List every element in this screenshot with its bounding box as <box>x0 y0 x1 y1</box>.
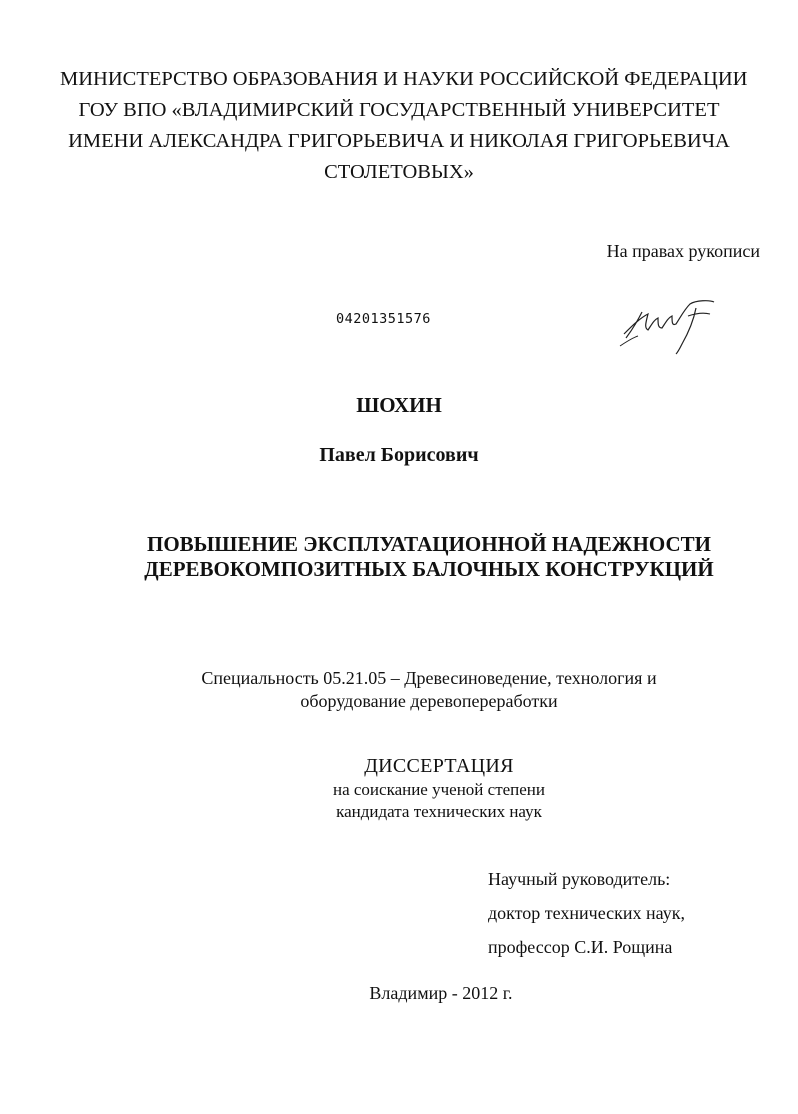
degree-line: на соискание ученой степени <box>332 780 546 799</box>
institution-header <box>60 64 748 188</box>
author-first-name: Павел Борисович <box>319 444 479 466</box>
scientific-advisor <box>488 862 685 964</box>
advisor-line: Научный руководитель: <box>488 869 671 889</box>
header-line: МИНИСТЕРСТВО ОБРАЗОВАНИЯ И НАУКИ РОССИЙСКОЙ ФЕДЕРАЦИИ <box>60 68 748 90</box>
document-code: 04201351576 <box>336 311 431 327</box>
specialty-text <box>60 667 798 713</box>
manuscript-rights-note: На правах рукописи <box>606 241 760 261</box>
header-line: ИМЕНИ АЛЕКСАНДРА ГРИГОРЬЕВИЧА И НИКОЛАЯ ГРИГОРЬЕВИЧА <box>68 130 730 152</box>
advisor-line: доктор технических наук, <box>488 903 685 923</box>
title-line: ПОВЫШЕНИЕ ЭКСПЛУАТАЦИОННОЙ НАДЕЖНОСТИ <box>147 532 711 556</box>
handwritten-signature <box>618 294 718 356</box>
header-line: ГОУ ВПО «ВЛАДИМИРСКИЙ ГОСУДАРСТВЕННЫЙ УНИВЕРСИТЕТ <box>78 99 720 121</box>
place-and-year: Владимир - 2012 г. <box>369 983 513 1003</box>
dissertation-title <box>60 532 798 582</box>
dissertation-heading: ДИССЕРТАЦИЯ <box>364 755 514 777</box>
dissertation-block <box>40 753 798 823</box>
header-line: СТОЛЕТОВЫХ» <box>324 161 474 183</box>
author-surname: ШОХИН <box>356 393 442 417</box>
advisor-line: профессор С.И. Рощина <box>488 937 673 957</box>
title-line: ДЕРЕВОКОМПОЗИТНЫХ БАЛОЧНЫХ КОНСТРУКЦИЙ <box>144 557 714 581</box>
specialty-line: оборудование деревопереработки <box>300 691 558 711</box>
degree-line: кандидата технических наук <box>336 802 542 821</box>
specialty-line: Специальность 05.21.05 – Древесиноведение, технология и <box>201 668 657 688</box>
